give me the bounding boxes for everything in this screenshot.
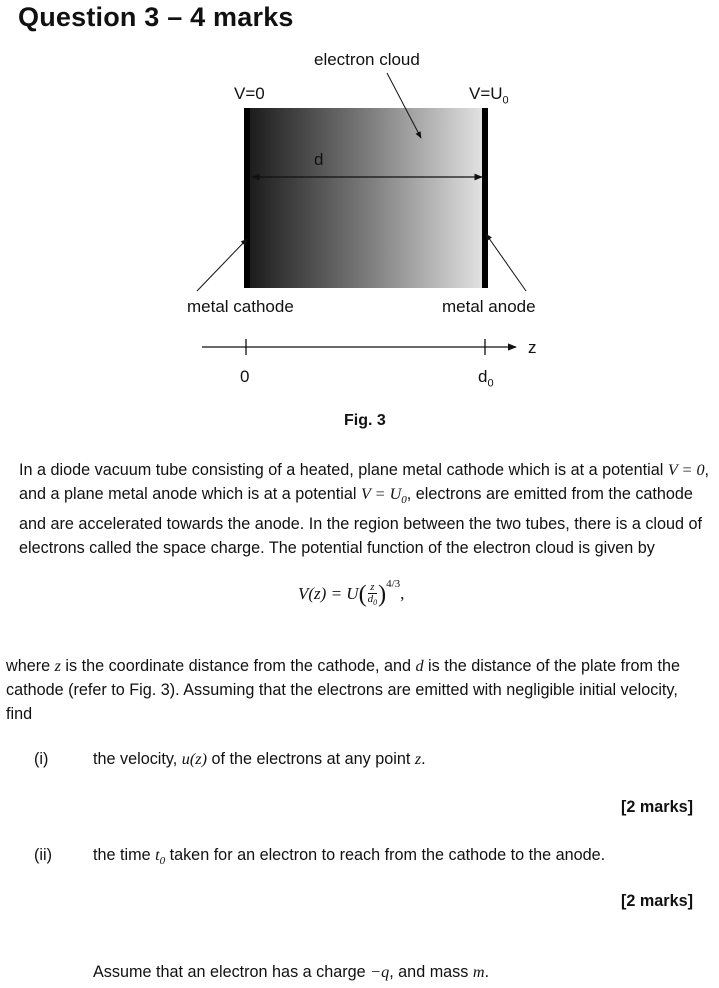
potential-equation: V(z) = U( $\frac{z}{d_0}$ )$^{4/3}$, xyxy=(298,578,405,608)
figure-caption: Fig. 3 xyxy=(344,412,386,429)
anode-label: metal anode xyxy=(442,297,536,316)
part-i-marks: [2 marks] xyxy=(621,798,693,816)
cathode-voltage-label: V=0 xyxy=(234,84,265,103)
axis-label: z xyxy=(528,338,537,357)
cathode-label: metal cathode xyxy=(187,297,294,316)
gap-label: d xyxy=(314,150,324,169)
anode-pointer xyxy=(486,234,526,291)
anode-voltage-label: $V=U_0$ xyxy=(469,84,509,107)
question-title: Question 3 – 4 marks xyxy=(18,2,294,32)
electron-cloud-label: electron cloud xyxy=(314,50,420,69)
part-ii-text: the time $t_0$ taken for an electron to reach from the cathode to the anode. xyxy=(93,846,606,868)
cathode-plate xyxy=(244,108,250,288)
assumption-text: Assume that an electron has a charge −q, and mass m. xyxy=(93,963,490,981)
intro-paragraph: In a diode vacuum tube consisting of a heated, plane metal cathode which is at a potential V = 0, and a plane metal anode which is at a potential $V = U_0$, electrons are emitted from the cathode and are accelerated towards the anode. In the region between the two tubes, there is a cloud of electrons called the space charge. The potential function of the electron cloud is given by xyxy=(19,461,710,558)
part-ii-number: (ii) xyxy=(34,846,52,864)
axis-origin-label: 0 xyxy=(240,367,250,386)
electron-cloud xyxy=(247,108,485,288)
cathode-pointer xyxy=(197,239,247,291)
anode-plate xyxy=(482,108,488,288)
part-i-text: the velocity, u(z) of the electrons at any point z. xyxy=(93,750,426,768)
where-paragraph: where z is the coordinate distance from the cathode, and d is the distance of the plate from the cathode (refer to Fig. 3). Assuming that the electrons are emitted with negligible initial velocity, find xyxy=(6,657,680,723)
part-ii-marks: [2 marks] xyxy=(621,892,693,910)
part-i-number: (i) xyxy=(34,750,49,768)
axis-end-label: $d_0$ xyxy=(478,367,494,390)
